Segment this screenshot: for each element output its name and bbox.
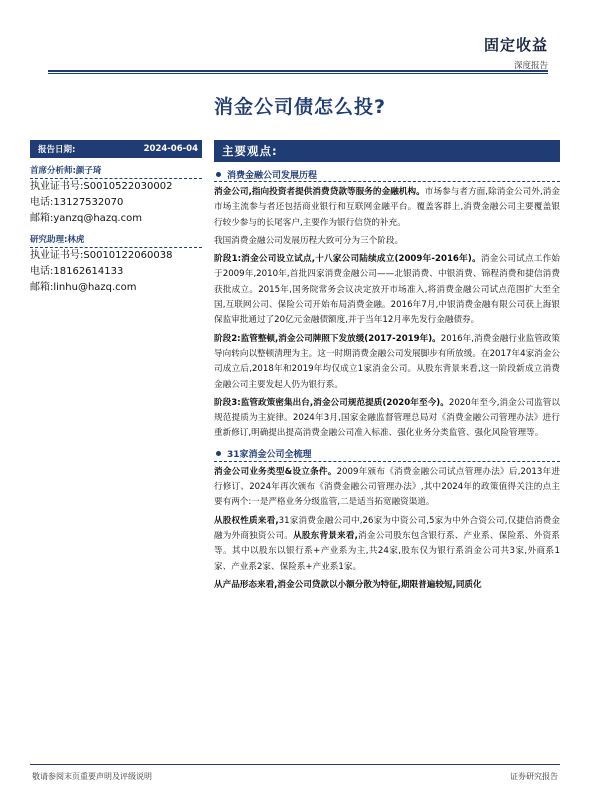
assistant-email[interactable]: 邮箱:linhu@hazq.com [30, 282, 137, 293]
chief-cert-number: 执业证书号:S0010522030002 [30, 181, 173, 192]
document-title: 消金公司债怎么投? [213, 96, 387, 118]
paragraph-lead: 从股东背景来看, [293, 530, 358, 541]
footer-disclaimer: 敬请参阅末页重要声明及评级说明 [32, 772, 152, 781]
paragraph-body: 2009年颁布《消费金融公司试点管理办法》后,2013年进行修订、2024年再次颁布《消费金融公司管理办法》,其中2024年的政策值得关注的点主要有两个:一是严格业务分级监管,二是适当拓宽融资渠道。 [214, 466, 560, 508]
paragraph [214, 185, 560, 231]
section-title: 31家消金公司全梳理 [227, 450, 312, 461]
paragraph-lead: 从产品形态来看,消金公司贷款以小额分散为特征,期限普遍较短,同质化 [214, 579, 482, 590]
main-viewpoints-heading: 主要观点: [214, 140, 560, 162]
main-viewpoints [214, 140, 560, 593]
paragraph-lead: 阶段3:监管政策密集出台,消金公司规范提质(2020年至今)。 [214, 397, 449, 408]
paragraph-lead: 阶段2:监管整顿,消金公司牌照下发放缓(2017-2019年)。 [214, 333, 441, 344]
paragraph-lead: 消金公司业务类型&设立条件。 [214, 466, 337, 477]
paragraph-body: 31家消费金融公司中,26家为中资公司,5家为中外合资公司,仅捷信消费金融为外商独资公司。 [214, 515, 560, 541]
chief-email[interactable]: 邮箱:yanzq@hazq.com [30, 213, 142, 224]
paragraph [214, 514, 560, 575]
section-header-history [214, 167, 560, 182]
paragraph-body: 消金公司股东包含银行系、产业系、保险系、外资系等。其中以股东以银行系+产业系为主,共24家,股东仅为银行系消金公司共3家,外商系1家、产业系2家、保险系+产业系1家。 [214, 530, 560, 572]
chief-analyst-role: 首席分析师:颜子琦 [30, 164, 202, 179]
report-date-label: 报告日期: [38, 145, 76, 155]
report-subcategory: 深度报告 [513, 61, 548, 71]
header-divider [48, 70, 548, 72]
section-header-companies [214, 447, 560, 462]
section-bullet-icon [216, 451, 221, 456]
header-divider-thin [48, 73, 548, 74]
assistant-phone: 电话:18162614133 [30, 266, 124, 277]
footer-report-type: 证券研究报告 [510, 772, 558, 781]
paragraph [214, 465, 560, 511]
paragraph-lead: 阶段1:消金公司设立试点,十八家公司陆续成立(2009年-2016年)。 [214, 254, 481, 265]
paragraph-lead: 从股权性质来看, [214, 515, 279, 526]
paragraph [214, 332, 560, 393]
paragraph [214, 252, 560, 328]
paragraph-body: 消金公司试点工作始于2009年,2010年,首批四家消费金融公司——北银消费、中银消费、锦程消费和捷信消费获批成立。2015年,国务院常务会议决定放开市场准入,将消费金融公司试点范围扩大至全国,互联网公司、保险公司开始布局消费金融。2016年7月,中银消费金融有限公司获上海银保监审批通过了20亿元金融债额度,并于当年12月率先发行金融债券。 [214, 254, 560, 326]
footer-divider [30, 764, 560, 765]
report-date-bar [30, 140, 202, 158]
section-title: 消费金融公司发展历程 [227, 170, 318, 181]
assistant-cert-number: 执业证书号:S0010122060038 [30, 250, 173, 261]
paragraph-body: 市场参与者方面,除消金公司外,消金市场主流参与者还包括商业银行和互联网金融平台。覆盖客群上,消费金融公司主要覆盖银行较少参与的长尾客户,主要作为银行信贷的补充。 [214, 187, 560, 228]
section-bullet-icon [216, 172, 221, 177]
paragraph-body: 2020年至今,消金公司监管以规范提质为主旋律。2024年3月,国家金融监督管理总局对《消费金融公司管理办法》进行重新修订,明确提出提高消费金融公司准入标准、强化业务分类监管、强化风险管理等。 [214, 397, 560, 439]
paragraph [214, 578, 560, 593]
paragraph: 我国消费金融公司发展历程大致可分为三个阶段。 [214, 235, 404, 246]
chief-phone: 电话:13127532070 [30, 197, 124, 208]
report-date-value: 2024-06-04 [143, 144, 198, 154]
paragraph [214, 396, 560, 442]
research-assistant-role: 研究助理:林虎 [30, 233, 202, 248]
paragraph-lead: 消金公司,指向投资者提供消费贷款等服务的金融机构。 [214, 187, 425, 197]
report-category-block [484, 34, 548, 71]
paragraph-body: 2016年,消费金融行业监管政策导向转向以整顿清理为主。这一时期消费金融公司发展脚步有所放缓。在2017年4家消金公司成立后,2018年和2019年均仅成立1家消金公司。从股东背景来看,这一阶段新成立消费金融公司主要发起人仍为银行系。 [214, 333, 560, 390]
report-category: 固定收益 [483, 36, 548, 54]
analyst-sidebar [30, 140, 202, 296]
